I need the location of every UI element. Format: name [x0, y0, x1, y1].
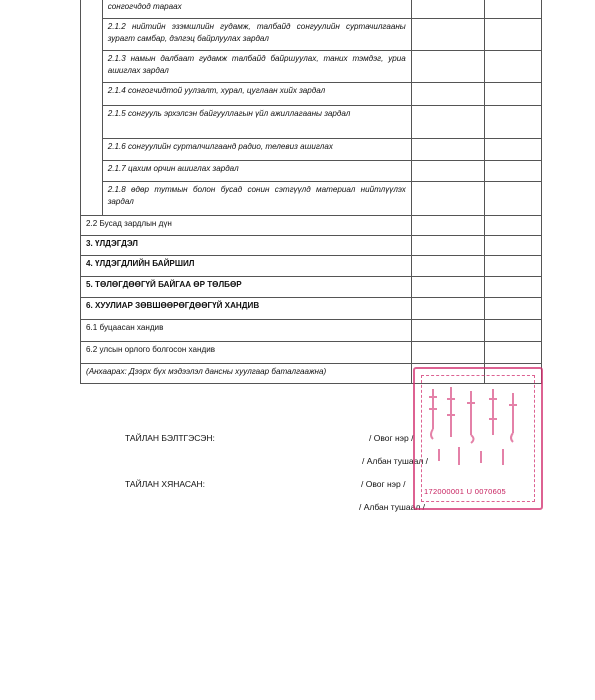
row-label: (Анхаарах: Дээрх бүх мэдээлэл дансны хуулгаар баталгаажна) — [81, 364, 412, 384]
amount-cell — [485, 236, 542, 256]
prepared-by-label: ТАЙЛАН БЭЛТГЭСЭН: — [125, 433, 215, 443]
row-label: 2.1.8 өдөр тутмын болон бусад сонин сэтгүүлд материал нийтлүүлэх зардал — [102, 182, 411, 216]
amount-cell — [485, 320, 542, 342]
amount-cell — [411, 256, 484, 277]
table-row — [81, 236, 542, 256]
prepared-by-surname-field: / Овог нэр / — [369, 433, 414, 443]
amount-cell — [485, 182, 542, 216]
row-label: 5. ТӨЛӨГДӨӨГҮЙ БАЙГАА ӨР ТӨЛБӨР — [81, 277, 412, 298]
table-row — [81, 256, 542, 277]
table-row — [81, 182, 542, 216]
indent-cell — [81, 51, 103, 83]
table-row — [81, 83, 542, 106]
table-row — [81, 139, 542, 161]
amount-cell — [411, 216, 484, 236]
amount-cell — [485, 256, 542, 277]
amount-cell — [411, 51, 484, 83]
indent-cell — [81, 182, 103, 216]
table-row — [81, 51, 542, 83]
amount-cell — [485, 106, 542, 139]
table-row — [81, 342, 542, 364]
amount-cell — [485, 342, 542, 364]
table-row — [81, 216, 542, 236]
amount-cell — [485, 216, 542, 236]
table-row — [81, 19, 542, 51]
table-row — [81, 277, 542, 298]
row-label: 2.1.6 сонгуулийн сурталчилгаанд радио, телевиз ашиглах — [102, 139, 411, 161]
amount-cell — [411, 0, 484, 19]
stamp-code: 172000001 U 0070605 — [424, 487, 507, 496]
amount-cell — [411, 277, 484, 298]
indent-cell — [81, 0, 103, 19]
row-label: 2.1.2 нийтийн эзэмшлийн гудамж, талбайд сонгуулийн суртачилгааны зурагт самбар, дэлгэц байрлуулах зардал — [102, 19, 411, 51]
row-label: 2.1.4 сонгогчидтой уулзалт, хурал, цуглаан хийх зардал — [102, 83, 411, 106]
amount-cell — [485, 51, 542, 83]
table-row — [81, 106, 542, 139]
amount-cell — [411, 182, 484, 216]
row-label: 2.1.3 намын далбаат гудамж талбайд байршуулах, таних тэмдэг, уриа ашиглах зардал — [102, 51, 411, 83]
reviewed-by-label: ТАЙЛАН ХЯНАСАН: — [125, 479, 205, 489]
amount-cell — [411, 83, 484, 106]
amount-cell — [411, 161, 484, 182]
table-row — [81, 298, 542, 320]
row-label: 2.2 Бусад зардлын дүн — [81, 216, 412, 236]
indent-cell — [81, 139, 103, 161]
amount-cell — [485, 277, 542, 298]
row-label: 6. ХУУЛИАР ЗӨВШӨӨРӨГДӨӨГҮЙ ХАНДИВ — [81, 298, 412, 320]
indent-cell — [81, 83, 103, 106]
amount-cell — [411, 298, 484, 320]
table-row — [81, 161, 542, 182]
amount-cell — [485, 83, 542, 106]
indent-cell — [81, 161, 103, 182]
reviewed-by-surname-field: / Овог нэр / — [361, 479, 406, 489]
row-label: 2.1.7 цахим орчин ашиглах зардал — [102, 161, 411, 182]
reviewed-by-position-field: / Албан тушаал / — [359, 502, 426, 512]
amount-cell — [485, 139, 542, 161]
amount-cell — [411, 106, 484, 139]
amount-cell — [411, 19, 484, 51]
amount-cell — [485, 161, 542, 182]
row-label: 6.1 буцаасан хандив — [81, 320, 412, 342]
amount-cell — [411, 236, 484, 256]
row-label: сонгогчдод тарааx — [102, 0, 411, 19]
amount-cell — [411, 320, 484, 342]
indent-cell — [81, 106, 103, 139]
amount-cell — [485, 0, 542, 19]
row-label: 4. ҮЛДЭГДЛИЙН БАЙРШИЛ — [81, 256, 412, 277]
indent-cell — [81, 19, 103, 51]
row-label: 3. ҮЛДЭГДЭЛ — [81, 236, 412, 256]
expense-report-table — [80, 0, 542, 384]
table-row — [81, 0, 542, 19]
amount-cell — [485, 19, 542, 51]
row-label: 6.2 улсын орлого болгосон хандив — [81, 342, 412, 364]
prepared-by-position-field: / Албан тушаал / — [362, 456, 429, 466]
amount-cell — [485, 298, 542, 320]
amount-cell — [411, 342, 484, 364]
row-label: 2.1.5 сонгууль эрхэлсэн байгууллагын үйл ажиллагааны зардал — [102, 106, 411, 139]
amount-cell — [411, 139, 484, 161]
table-row — [81, 320, 542, 342]
